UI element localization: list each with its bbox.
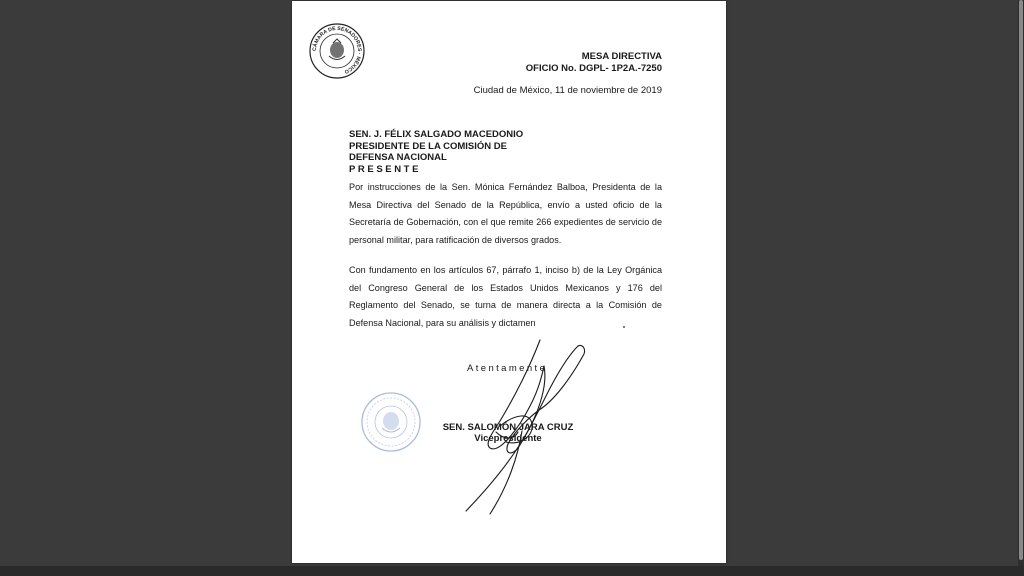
recipient-presente: PRESENTE — [349, 163, 422, 175]
recipient-block — [349, 129, 523, 175]
signer-role: Vicepresidente — [474, 433, 542, 444]
document-date: Ciudad de México, 11 de noviembre de 2019 — [473, 85, 662, 96]
document-page — [292, 1, 726, 563]
recipient-name: SEN. J. FÉLIX SALGADO MACEDONIO — [349, 129, 524, 140]
header-line-2: OFICIO No. DGPL- 1P2A.-7250 — [525, 63, 662, 74]
blue-stamp-icon — [360, 391, 422, 453]
paragraph-2: Con fundamento en los artículos 67, párrafo 1, inciso b) de la Ley Orgánica del Congreso General de los Estados Unidos Mexicanos y 176 del Reglamento del Senado, se turna de manera directa a la Comisión de Defensa Nacional, para su análisis y dictamen — [349, 265, 662, 328]
vertical-scrollbar[interactable] — [1018, 0, 1024, 576]
closing-text: Atentamente — [467, 363, 548, 374]
header-line-1: MESA DIRECTIVA — [581, 51, 662, 62]
recipient-title-1: PRESIDENTE DE LA COMISIÓN DE — [349, 140, 507, 152]
paragraph-1: Por instrucciones de la Sen. Mónica Fernández Balboa, Presidenta de la Mesa Directiva del Senado de la República, envío a usted oficio de la Secretaría de Gobernación, con el que remite 266 expedientes de servicio de personal militar, para ratificación de diversos grados. — [349, 182, 662, 245]
recipient-title-2: DEFENSA NACIONAL — [349, 152, 447, 163]
scrollbar-thumb[interactable] — [1019, 0, 1023, 560]
handwritten-signature — [460, 336, 600, 516]
ink-dot — [623, 326, 625, 328]
signer-name: SEN. SALOMÓN JARA CRUZ — [442, 422, 574, 433]
bottom-bar — [0, 566, 1024, 576]
svg-text:CÁMARA DE SENADORES · MÉXICO: CÁMARA DE SENADORES · MÉXICO — [311, 25, 363, 75]
senate-seal-icon — [309, 23, 365, 79]
office-header — [526, 51, 662, 75]
